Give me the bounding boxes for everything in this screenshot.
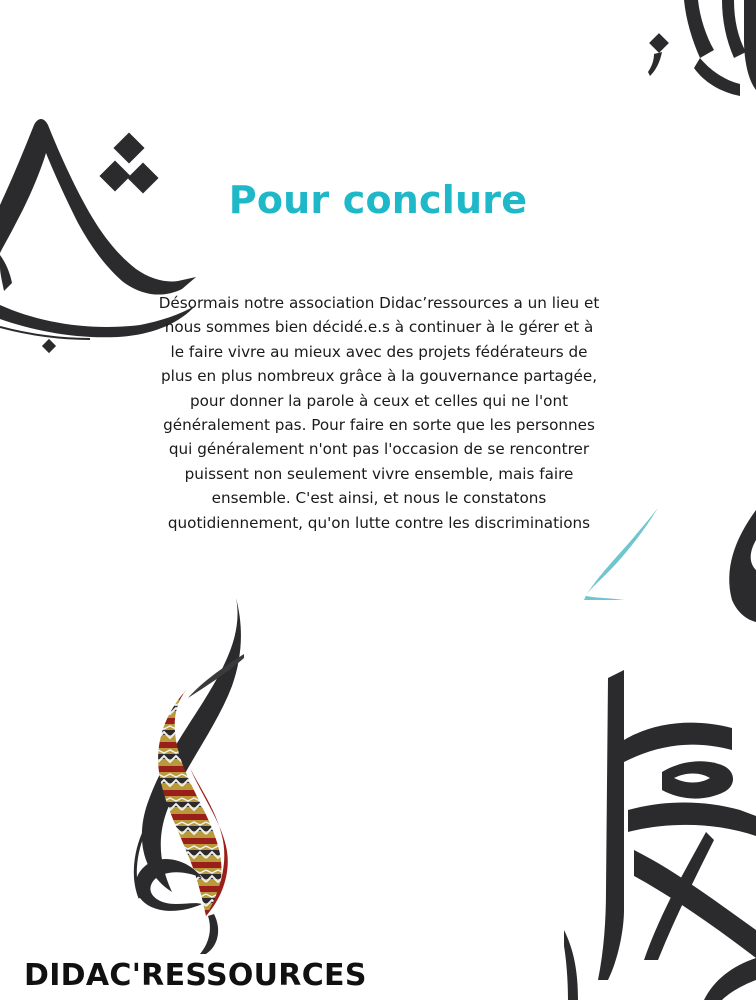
calligraphy-bottom-right	[564, 510, 756, 1000]
conclusion-paragraph: Désormais notre association Didac’ressources a un lieu et nous sommes bien décidé.e.s à continuer à le gérer et à le faire vivre au mieux avec des projets fédérateurs de plus en plus nombreux grâce à la gouvernance partagée, pour donner la parole à ceux et celles qui ne l'ont généralement pas. Pour faire en sorte que les personnes qui généralement n'ont pas l'occasion de se rencontrer puissent non seulement vivre ensemble, mais faire ensemble. C'est ainsi, et nous le constatons quotidiennement, qu'on lutte contre les discriminations	[158, 294, 600, 532]
brand-name: DIDAC'RESSOURCES	[24, 958, 367, 993]
page-title: Pour conclure	[228, 178, 528, 222]
treble-clef-logo	[110, 598, 270, 954]
calligraphy-top-right	[640, 0, 756, 110]
